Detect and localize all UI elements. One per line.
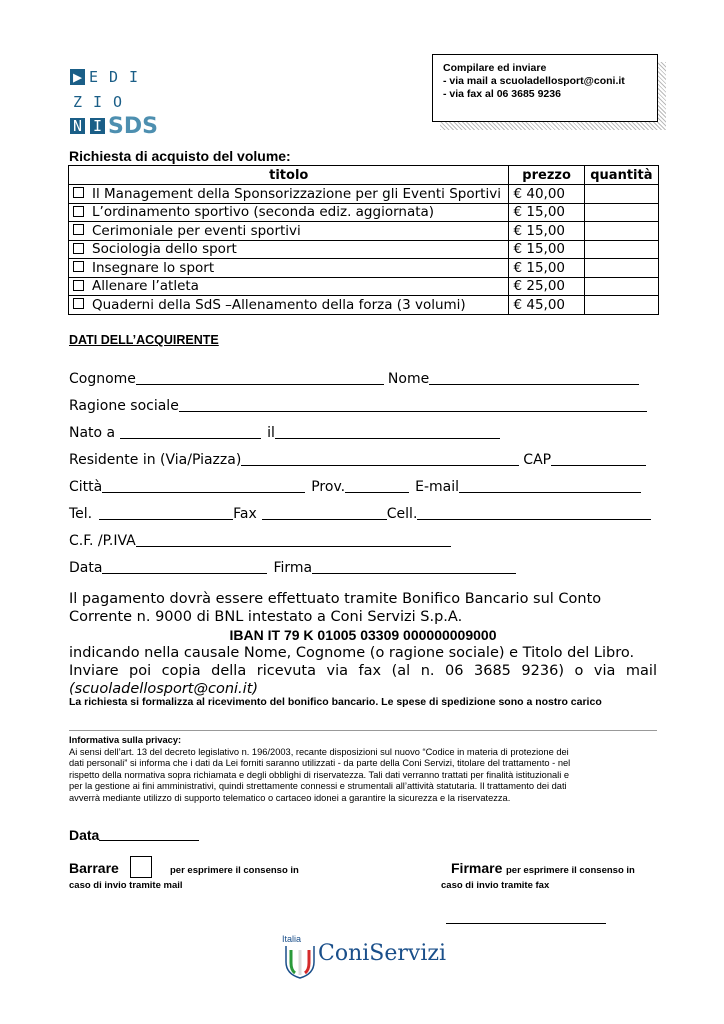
send-line: - via fax al 06 3685 9236 [443, 88, 561, 100]
nome-field[interactable] [429, 370, 639, 385]
privacy-line: rispetto della normativa sopra richiamata e degli obblighi di riservatezza. Tali dati verranno trattati per finalità istituzionali e [69, 769, 570, 780]
word: della [211, 663, 247, 679]
logo-letter: O [112, 93, 123, 111]
header-qty: quantità [584, 166, 658, 185]
book-title: Allenare l’atleta [92, 278, 199, 295]
edizioni-sds-logo [68, 66, 172, 140]
label-firma: Firma [273, 560, 313, 576]
word: Inviare [69, 663, 119, 679]
cell-field[interactable] [417, 505, 651, 520]
table-row [69, 203, 659, 222]
book-qty-field[interactable] [584, 222, 658, 241]
firmare-note: per esprimere il consenso in [506, 865, 635, 876]
label-cognome: Cognome [69, 371, 136, 387]
logo-letter: D [108, 68, 119, 86]
book-title: Insegnare lo sport [92, 259, 215, 276]
cf-field[interactable] [136, 532, 451, 547]
cap-field[interactable] [551, 451, 646, 466]
privacy-line: avverrà mediante utilizzo di supporto telematico o cartaceo idonei a garantire la sicurezza e la riservatezza. [69, 792, 511, 803]
book-checkbox[interactable] [73, 224, 84, 235]
book-price: € 15,00 [509, 203, 584, 222]
book-qty-field[interactable] [584, 185, 658, 204]
book-checkbox[interactable] [73, 261, 84, 272]
cognome-field[interactable] [136, 370, 384, 385]
header-title: titolo [69, 166, 509, 185]
word: via [593, 663, 616, 679]
table-row [69, 185, 659, 204]
divider [69, 730, 657, 731]
residente-field[interactable] [241, 451, 519, 466]
row-ragione [69, 394, 647, 414]
logo-arrow-icon: ▶ [70, 69, 85, 85]
label-cap: CAP [523, 452, 552, 468]
book-title: Sociologia dello sport [92, 241, 237, 258]
book-price: € 15,00 [509, 222, 584, 241]
logo-letter: I [90, 118, 105, 134]
consent-checkbox[interactable] [130, 856, 152, 878]
word: via [326, 663, 348, 679]
book-price: € 45,00 [509, 296, 584, 315]
word: fax [358, 663, 382, 679]
consent-date-label: Data [69, 827, 100, 843]
book-cell [69, 259, 509, 278]
consent-date-row [69, 826, 199, 843]
barrare-label: Barrare [69, 860, 119, 876]
book-checkbox[interactable] [73, 243, 84, 254]
privacy-line: Ai sensi dell’art. 13 del decreto legislativo n. 196/2003, recante disposizioni sul nuovo “Codice in materia di protezione dei [69, 746, 569, 757]
row-tel [69, 502, 651, 522]
tel-field[interactable] [99, 505, 233, 520]
word: 9236) [521, 663, 564, 679]
book-checkbox[interactable] [73, 298, 84, 309]
row-nato [69, 421, 500, 441]
table-row [69, 240, 659, 259]
table-row [69, 277, 659, 296]
row-residente [69, 448, 646, 468]
books-table [68, 165, 659, 315]
label-cf: C.F. /P.IVA [69, 533, 136, 549]
table-row [69, 296, 659, 315]
label-residente: Residente in (Via/Piazza) [69, 452, 242, 468]
payment-line: indicando nella causale Nome, Cognome (o ragione sociale) e Titolo del Libro. [69, 645, 635, 661]
book-qty-field[interactable] [584, 277, 658, 296]
book-cell [69, 185, 509, 204]
label-data: Data [69, 560, 103, 576]
label-prov: Prov. [311, 479, 346, 495]
book-title: Quaderni della SdS –Allenamento della forza (3 volumi) [92, 296, 466, 313]
buyer-heading: DATI DELL’ACQUIRENTE [69, 333, 219, 347]
book-cell [69, 296, 509, 315]
privacy-line: dati personali” si informa che i dati da Lei forniti saranno utilizzati - da parte della Coni Servizi, titolare del trattamento - nel [69, 758, 571, 769]
iban: IBAN IT 79 K 01005 03309 000000009000 [229, 627, 497, 643]
nato-a-field[interactable] [120, 424, 261, 439]
send-instructions-box [432, 54, 658, 122]
label-citta: Città [69, 479, 103, 495]
book-title: Cerimoniale per eventi sportivi [92, 222, 301, 239]
book-qty-field[interactable] [584, 296, 658, 315]
word: n. [420, 663, 435, 679]
email-field[interactable] [459, 478, 641, 493]
book-qty-field[interactable] [584, 259, 658, 278]
logo-letter: I [128, 68, 139, 86]
table-row [69, 259, 659, 278]
send-line: - via mail a scuoladellosport@coni.it [443, 75, 625, 87]
logo-letter: I [92, 93, 103, 111]
firmare-note: caso di invio tramite fax [441, 880, 550, 891]
label-tel: Tel. [69, 506, 93, 522]
request-title: Richiesta di acquisto del volume: [69, 148, 291, 164]
privacy-notice [69, 735, 657, 805]
book-qty-field[interactable] [584, 240, 658, 259]
word: mail [625, 663, 657, 679]
word: 06 [445, 663, 464, 679]
row-citta [69, 475, 641, 495]
il-field[interactable] [275, 424, 500, 439]
word: o [574, 663, 584, 679]
row-cf [69, 529, 451, 549]
coni-servizi-name: ConiServizi [318, 941, 446, 966]
payment-info [69, 590, 657, 698]
prov-field[interactable] [345, 478, 409, 493]
word: poi [129, 663, 152, 679]
consent-date-field[interactable] [99, 826, 199, 841]
book-cell [69, 240, 509, 259]
logo-sds: SDS [108, 114, 158, 139]
word: (al [391, 663, 411, 679]
book-checkbox[interactable] [73, 280, 84, 291]
privacy-line: per la gestione ai fini amministrativi, quindi strettamente connessi e strumentali all’attività statutaria. Il trattamento dei dati [69, 781, 567, 792]
book-price: € 15,00 [509, 240, 584, 259]
label-ragione-sociale: Ragione sociale [69, 398, 179, 414]
send-line: Compilare ed inviare [443, 62, 547, 74]
data-field[interactable] [102, 559, 267, 574]
logo-letter: E [88, 68, 99, 86]
logo-letter: N [70, 118, 85, 134]
book-cell [69, 277, 509, 296]
word: ricevuta [256, 663, 316, 679]
barrare-note: per esprimere il consenso in [170, 865, 299, 876]
label-cell: Cell. [386, 506, 418, 522]
citta-field[interactable] [102, 478, 305, 493]
label-fax: Fax [233, 506, 257, 522]
book-cell [69, 203, 509, 222]
book-title: Il Management della Sponsorizzazione per gli Eventi Sportivi [92, 185, 501, 202]
word: 3685 [474, 663, 511, 679]
logo-letter: Z [72, 93, 83, 111]
book-checkbox[interactable] [73, 187, 84, 198]
coni-italia-label: Italia [282, 934, 302, 944]
payment-line: Il pagamento dovrà essere effettuato tramite Bonifico Bancario sul Conto [69, 591, 602, 607]
firmare-label: Firmare [451, 860, 503, 876]
barrare-note: caso di invio tramite mail [69, 880, 183, 891]
row-data-firma [69, 556, 516, 576]
book-qty-field[interactable] [584, 203, 658, 222]
formalize-note: La richiesta si formalizza al ricevimento del bonifico bancario. Le spese di spedizione sono a nostro carico [69, 696, 602, 708]
label-email: E-mail [415, 479, 459, 495]
firma-field[interactable] [312, 559, 516, 574]
label-il: il [267, 425, 275, 441]
signature-field[interactable] [446, 923, 606, 924]
book-price: € 25,00 [509, 277, 584, 296]
label-nome: Nome [387, 371, 430, 387]
header-price: prezzo [509, 166, 584, 185]
book-cell [69, 222, 509, 241]
payment-email: (scuoladellosport@coni.it) [69, 681, 259, 697]
fax-field[interactable] [262, 505, 387, 520]
payment-line: Corrente n. 9000 di BNL intestato a Coni Servizi S.p.A. [69, 609, 463, 625]
word: copia [161, 663, 201, 679]
book-price: € 40,00 [509, 185, 584, 204]
row-cognome-nome [69, 367, 639, 387]
book-checkbox[interactable] [73, 206, 84, 217]
label-nato-a: Nato a [69, 425, 116, 441]
book-price: € 15,00 [509, 259, 584, 278]
book-title: L’ordinamento sportivo (seconda ediz. aggiornata) [92, 204, 435, 221]
ragione-sociale-field[interactable] [179, 397, 647, 412]
privacy-heading: Informativa sulla privacy: [69, 735, 182, 745]
payment-line-justified [69, 662, 657, 680]
table-row [69, 222, 659, 241]
